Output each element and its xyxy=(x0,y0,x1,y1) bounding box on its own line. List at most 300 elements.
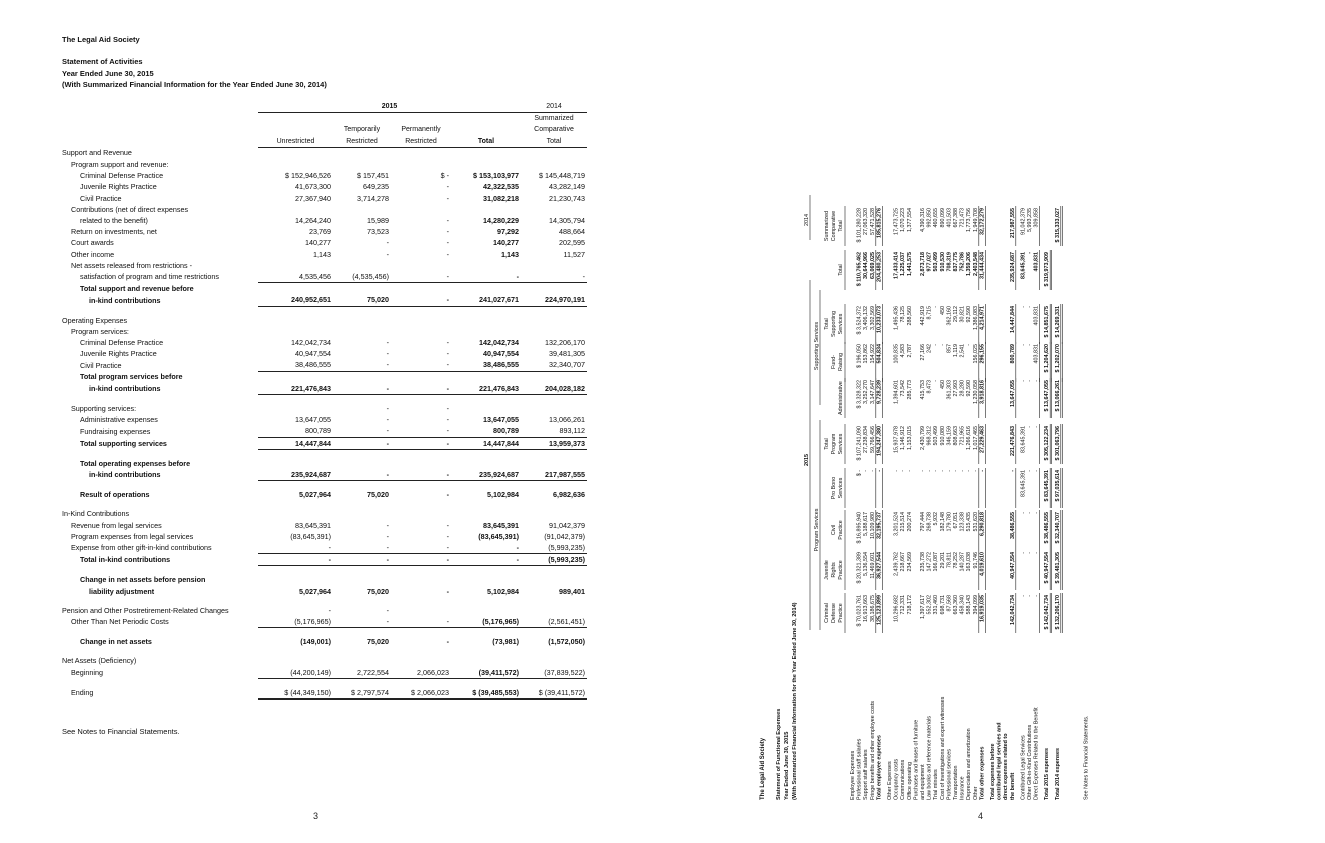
cell-value: 968,312 xyxy=(926,426,933,446)
cell-value: 6,290,818 xyxy=(979,512,986,536)
cell-value: 27,238,834 xyxy=(863,426,870,453)
row-label: Pension and Other Postretirement-Related Changes xyxy=(62,605,229,615)
column-header: Total xyxy=(838,264,844,276)
cell-value: 2,430,799 xyxy=(920,426,926,450)
cell-value: 1,225,037 xyxy=(900,252,907,276)
cell-value: 752,786 xyxy=(959,252,966,272)
cell-value: 5,993,235 xyxy=(1027,208,1033,232)
table-row xyxy=(62,371,587,383)
cell-value: $ 32,340,707 xyxy=(1054,512,1061,544)
statement-title: Statement of Activities xyxy=(62,57,143,66)
cell-value: 2,873,718 xyxy=(920,252,926,276)
table-row xyxy=(62,586,587,597)
row-label: Civil Practice xyxy=(80,193,122,203)
column-header: Criminal xyxy=(824,603,830,623)
functional-expenses-rotated xyxy=(662,0,1325,843)
cell-value: - xyxy=(1033,552,1040,554)
cell-value: - xyxy=(333,616,391,628)
cell-value: $ 1,202,070 xyxy=(1054,344,1061,373)
cell-value: 92,590 xyxy=(966,306,973,323)
cell-value: (44,200,149) xyxy=(258,667,333,679)
cell-value: - xyxy=(386,403,389,413)
cell-value xyxy=(451,574,521,585)
cell-value: 401,503 xyxy=(946,208,953,228)
cell-value: - xyxy=(1033,426,1040,428)
cell-value: $ 107,241,090 xyxy=(856,426,863,461)
year-2015-header: 2015 xyxy=(258,101,521,113)
cell-value: - xyxy=(1027,344,1033,346)
cell-value xyxy=(391,260,451,271)
cell-value: 221,476,843 xyxy=(451,383,521,395)
row-label: Law books and reference materials xyxy=(926,716,933,800)
col-unrestricted: Unrestricted xyxy=(258,136,333,148)
cell-value: 204,480,253 xyxy=(876,252,883,282)
cell-value: (37,839,522) xyxy=(521,667,587,679)
cell-value: - xyxy=(446,349,449,359)
cell-value: 235,924,687 xyxy=(451,469,521,481)
cell-value: - xyxy=(386,605,389,615)
statement-subtitle: (With Summarized Financial Information for the Year Ended June 30, 2014) xyxy=(62,80,327,89)
cell-value: - xyxy=(446,490,449,500)
column-header: Civil xyxy=(831,524,837,536)
cell-value: (149,001) xyxy=(300,637,331,647)
cell-value xyxy=(391,326,451,337)
cell-value xyxy=(258,655,333,666)
cell-value: 5,027,964 xyxy=(299,490,331,500)
cell-value: 83,645,391 xyxy=(1020,252,1027,279)
row-label: Net Assets (Deficiency) xyxy=(62,656,137,666)
cell-value: 4,390,316 xyxy=(920,208,926,232)
cell-value: 718,172 xyxy=(906,595,913,615)
cell-value: 40,947,554 xyxy=(1009,552,1016,579)
cell-value: 3,147,647 xyxy=(869,380,876,404)
column-header: Summarized xyxy=(824,210,830,242)
cell-value: 331,460 xyxy=(933,595,940,615)
cell-value: 142,042,734 xyxy=(479,337,519,347)
cell-value: 5,102,984 xyxy=(487,586,519,596)
cell-value: - xyxy=(446,586,449,596)
cell-value: 5,932 xyxy=(933,512,940,526)
cell-value xyxy=(521,283,587,295)
col-restricted-perm: Restricted xyxy=(391,136,451,148)
cell-value: 83,645,391 xyxy=(295,520,331,530)
cell-value: 31,082,218 xyxy=(483,193,519,203)
cell-value xyxy=(451,655,521,666)
cell-value: (5,993,235) xyxy=(521,554,587,566)
cell-value: 1,146,912 xyxy=(900,426,907,450)
cell-value: 63,069,025 xyxy=(869,252,876,279)
cell-value: (1,572,050) xyxy=(548,637,585,647)
row-label: in-kind contributions xyxy=(89,384,161,394)
program-services-header: Program Services xyxy=(814,508,820,552)
cell-value: 288,560 xyxy=(906,306,913,326)
row-label: Fringe benefits and other employee costs xyxy=(869,701,876,800)
column-header: Comparative xyxy=(831,210,837,242)
cell-value: 1,377,554 xyxy=(906,208,913,232)
cell-value: 75,020 xyxy=(367,490,389,500)
cell-value: $ 157,451 xyxy=(357,171,389,181)
cell-value: 11,527 xyxy=(563,249,585,259)
statement-title: Statement of Functional Expenses xyxy=(776,708,782,800)
row-label: Contributed Legal Services xyxy=(1020,735,1027,800)
cell-value: 5,102,984 xyxy=(487,490,519,500)
cell-value: 1,266,616 xyxy=(966,426,973,450)
cell-value: 800,789 xyxy=(258,425,333,437)
cell-value xyxy=(391,508,451,519)
cell-value: 224,970,191 xyxy=(521,294,587,306)
cell-value: 893,112 xyxy=(521,425,587,437)
cell-value: - xyxy=(446,227,449,237)
cell-value: - xyxy=(1020,306,1027,308)
cell-value xyxy=(451,283,521,295)
cell-value: 166,087 xyxy=(933,552,940,572)
cell-value: 242 xyxy=(926,344,933,353)
cell-value: 667,388 xyxy=(953,208,959,228)
cell-value: 73,542 xyxy=(900,380,907,397)
cell-value: - xyxy=(446,215,449,225)
cell-value: 5,027,964 xyxy=(299,586,331,596)
cell-value: 285,773 xyxy=(906,380,913,400)
table-row xyxy=(62,315,587,326)
table-row xyxy=(62,636,587,647)
cell-value: 27,367,940 xyxy=(295,193,331,203)
col-temporarily: Temporarily xyxy=(343,126,381,134)
cell-value: 75,020 xyxy=(333,294,391,306)
cell-value: 9,728,239 xyxy=(876,380,883,404)
cell-value: (2,561,451) xyxy=(521,616,587,628)
cell-value: - xyxy=(1033,380,1040,382)
table-row xyxy=(62,678,587,687)
table-row xyxy=(62,249,587,260)
cell-value: - xyxy=(1027,426,1033,428)
cell-value: - xyxy=(333,359,391,371)
cell-value: - xyxy=(1027,595,1033,597)
cell-value: 296,155 xyxy=(979,344,986,364)
cell-value: (83,645,391) xyxy=(290,531,331,541)
cell-value: $ 196,050 xyxy=(856,344,863,368)
table-row xyxy=(62,204,587,215)
cell-value: 185,815,276 xyxy=(876,208,883,238)
row-label: Direct Expenses Related to the Benefit xyxy=(1033,707,1040,800)
cell-value: - xyxy=(966,470,973,472)
cell-value: - xyxy=(333,383,391,395)
table-row xyxy=(62,306,587,315)
cell-value: 27,166 xyxy=(920,344,926,361)
column-header: Practice xyxy=(838,520,844,540)
cell-value: $ 3,524,372 xyxy=(856,306,863,335)
col-permanently: Permanently xyxy=(401,126,441,134)
cell-value: 10,109,980 xyxy=(869,512,876,539)
cell-value: 13,647,055 xyxy=(1009,380,1016,407)
cell-value: - xyxy=(391,542,451,554)
row-label: the benefit xyxy=(1009,772,1016,800)
cell-value: 1,495,436 xyxy=(893,306,900,330)
cell-value: $ 315,333,027 xyxy=(1054,208,1061,243)
cell-value: 83,645,391 xyxy=(483,520,519,530)
cell-value: - xyxy=(876,470,883,472)
cell-value: 41,673,300 xyxy=(295,182,331,192)
cell-value: 837,775 xyxy=(953,252,959,272)
table-row xyxy=(62,215,587,226)
cell-value: 29,201 xyxy=(939,552,946,569)
cell-value xyxy=(333,204,391,215)
cell-value: (5,993,235) xyxy=(521,542,587,554)
cell-value: 14,280,229 xyxy=(483,215,519,225)
cell-value: $ 38,486,555 xyxy=(1044,512,1051,544)
cell-value: 712,331 xyxy=(900,595,907,615)
row-label: Court awards xyxy=(71,238,114,248)
cell-value xyxy=(451,260,521,271)
cell-value xyxy=(521,458,587,469)
cell-value: 346,159 xyxy=(946,426,953,446)
row-label: Other income xyxy=(71,249,115,259)
row-label: Total in-kind contributions xyxy=(80,555,171,565)
cell-value: - xyxy=(1027,306,1033,308)
table-row xyxy=(62,531,587,542)
cell-value: 40,947,554 xyxy=(295,349,331,359)
cell-value: (4,535,456) xyxy=(333,271,391,283)
cell-value: - xyxy=(386,520,389,530)
cell-value: 721,473 xyxy=(959,208,966,228)
cell-value: 30,821 xyxy=(959,306,966,323)
cell-value: - xyxy=(446,249,449,259)
cell-value: $ 13,066,261 xyxy=(1054,380,1061,412)
cell-value xyxy=(333,159,391,170)
column-header: Practice xyxy=(838,603,844,623)
cell-value: 40,947,554 xyxy=(483,349,519,359)
cell-value: 32,340,707 xyxy=(521,359,587,371)
cell-value: 14,447,844 xyxy=(1009,306,1016,333)
cell-value: 57,471,528 xyxy=(869,208,876,235)
cell-value xyxy=(258,147,333,159)
cell-value xyxy=(391,605,451,616)
activities-table xyxy=(62,101,587,700)
cell-value: - xyxy=(933,344,940,346)
cell-value: 142,042,734 xyxy=(1009,595,1016,625)
cell-value: 1,397,617 xyxy=(920,595,926,619)
cell-value: - xyxy=(333,542,391,554)
table-row xyxy=(62,326,587,337)
cell-value: - xyxy=(391,554,451,566)
row-label: Professional staff salaries xyxy=(856,738,863,800)
row-label: in-kind contributions xyxy=(89,295,161,305)
row-label: Supporting services: xyxy=(71,403,137,413)
cell-value: 182,148 xyxy=(939,512,946,532)
cell-value: - xyxy=(926,470,933,472)
column-header: Services xyxy=(838,313,844,335)
statement-period: Year Ended June 30, 2015 xyxy=(784,731,790,800)
table-row xyxy=(62,667,587,679)
row-label: Employee Expenses xyxy=(850,750,856,800)
row-label: liability adjustment xyxy=(89,586,155,596)
cell-value xyxy=(333,147,391,159)
cell-value: $ 70,023,761 xyxy=(856,595,863,627)
cell-value: 11,469,601 xyxy=(869,552,876,579)
cell-value: 2,722,554 xyxy=(333,667,391,679)
cell-value xyxy=(451,326,521,337)
cell-value: 235,924,687 xyxy=(1009,252,1016,282)
cell-value: 235,924,687 xyxy=(258,469,333,481)
cell-value: 268,738 xyxy=(926,512,933,532)
cell-value: 13,647,055 xyxy=(295,415,331,425)
cell-value: $ 132,206,170 xyxy=(1054,595,1061,630)
cell-value: 3,302,569 xyxy=(869,306,876,330)
cell-value: 6,982,636 xyxy=(553,490,585,500)
cell-value: 30,644,966 xyxy=(863,252,870,279)
cell-value: 75,020 xyxy=(367,637,389,647)
cell-value: 153,862 xyxy=(863,344,870,364)
cell-value: 32,172,279 xyxy=(979,208,986,235)
cell-value: (73,981) xyxy=(492,637,519,647)
cell-value xyxy=(258,508,333,519)
cell-value: 4,019,610 xyxy=(979,552,986,576)
row-label: satisfaction of program and time restrictions xyxy=(80,272,220,282)
row-label: Criminal Defense Practice xyxy=(80,337,164,347)
cell-value xyxy=(451,458,521,469)
cell-value: 87,568 xyxy=(946,595,953,612)
cell-value: 43,282,149 xyxy=(549,182,585,192)
cell-value: - xyxy=(386,249,389,259)
cell-value: - xyxy=(972,470,979,472)
page-number: 4 xyxy=(978,811,984,821)
column-header: Practice xyxy=(838,560,844,580)
row-label: Total other expenses xyxy=(979,746,986,800)
cell-value xyxy=(451,159,521,170)
table-row xyxy=(62,520,587,531)
table-row xyxy=(62,574,587,585)
row-label: Occupancy costs xyxy=(893,758,900,800)
cell-value: - xyxy=(1027,470,1033,472)
notes-reference: See Notes to Financial Statements. xyxy=(1083,715,1090,800)
cell-value: - xyxy=(258,542,333,554)
cell-value: - xyxy=(451,271,521,283)
cell-value xyxy=(451,403,521,414)
cell-value: 13,066,261 xyxy=(549,415,585,425)
table-row xyxy=(62,237,587,248)
cell-value xyxy=(333,260,391,271)
cell-value: 204,028,182 xyxy=(521,383,587,395)
cell-value: 3,714,278 xyxy=(357,193,389,203)
cell-value xyxy=(333,574,391,585)
cell-value: 91,746 xyxy=(972,552,979,569)
table-row xyxy=(62,359,587,371)
row-label: Administrative expenses xyxy=(80,415,158,425)
cell-value: 16,913,663 xyxy=(863,595,870,622)
cell-value: 241,027,671 xyxy=(451,294,521,306)
cell-value: $ 3,328,322 xyxy=(856,380,863,409)
cell-value: - xyxy=(959,470,966,472)
cell-value: 2,403,548 xyxy=(972,252,979,276)
cell-value: 394,099 xyxy=(972,595,979,615)
row-label: Ending xyxy=(71,688,94,698)
row-label: Total supporting services xyxy=(80,438,167,448)
table-row xyxy=(62,566,587,575)
cell-value: - xyxy=(946,470,953,472)
cell-value: - xyxy=(1009,470,1016,472)
column-header: Program xyxy=(831,433,837,455)
cell-value: $ - xyxy=(440,171,449,181)
table-row xyxy=(62,403,587,414)
cell-value: - xyxy=(939,344,946,346)
cell-value: $ 97,035,614 xyxy=(1054,470,1061,502)
row-label: Fundraising expenses xyxy=(80,426,151,436)
cell-value: - xyxy=(1020,512,1027,514)
cell-value: - xyxy=(953,470,959,472)
cell-value: $ 152,946,526 xyxy=(285,171,331,181)
cell-value: 1,949,708 xyxy=(972,208,979,232)
cell-value: - xyxy=(979,470,986,472)
row-label: Other Gift-in-Kind Contributions xyxy=(1027,724,1033,800)
cell-value: - xyxy=(446,182,449,192)
cell-value: $ 14,851,675 xyxy=(1044,306,1051,338)
cell-value: 32,195,737 xyxy=(876,512,883,539)
cell-value: 488,664 xyxy=(559,227,585,237)
table-row xyxy=(62,425,587,437)
cell-value: 221,476,843 xyxy=(258,383,333,395)
cell-value: 21,230,743 xyxy=(549,193,585,203)
cell-value: 215,514 xyxy=(900,512,907,532)
cell-value: - xyxy=(386,415,389,425)
cell-value: - xyxy=(521,271,587,283)
column-header: Raising xyxy=(838,353,844,371)
cell-value: $ 13,647,055 xyxy=(1044,380,1051,412)
cell-value: 5,188,617 xyxy=(863,512,870,536)
cell-value: $ 305,122,234 xyxy=(1044,426,1051,461)
row-label: Revenue from legal services xyxy=(71,520,162,530)
cell-value xyxy=(451,147,521,159)
cell-value: - xyxy=(966,344,973,346)
cell-value: - xyxy=(333,554,391,566)
cell-value: 309,858 xyxy=(1033,208,1040,228)
cell-value xyxy=(451,605,521,616)
cell-value xyxy=(521,204,587,215)
cell-value xyxy=(258,204,333,215)
column-header: Fund- xyxy=(831,354,837,370)
cell-value: 8,473 xyxy=(926,380,933,394)
cell-value: 17,473,725 xyxy=(893,208,900,235)
cell-value: 588,143 xyxy=(966,595,973,615)
cell-value: 403,831 xyxy=(1033,252,1040,272)
row-label: In-Kind Contributions xyxy=(62,509,130,519)
col-total: Total xyxy=(451,136,521,148)
cell-value: 3,406,132 xyxy=(863,306,870,330)
cell-value: - xyxy=(1027,252,1033,254)
row-label: Cost of investigations and expert witnesses xyxy=(939,696,946,800)
cell-value: 78,125 xyxy=(900,306,907,323)
cell-value: 10,296,682 xyxy=(893,595,900,622)
cell-value: 800,789 xyxy=(451,425,521,437)
cell-value: - xyxy=(933,306,940,308)
table-row xyxy=(62,283,587,295)
cell-value xyxy=(391,159,451,170)
cell-value: 1,017,465 xyxy=(972,426,979,450)
cell-value xyxy=(451,315,521,326)
cell-value: - xyxy=(386,238,389,248)
cell-value: 10,233,073 xyxy=(876,306,883,333)
cell-value: 38,486,555 xyxy=(258,359,333,371)
cell-value: 910,080 xyxy=(939,426,946,446)
row-label: Contributions (net of direct expenses xyxy=(71,204,189,214)
cell-value: - xyxy=(328,605,331,615)
cell-value: 218,667 xyxy=(900,552,907,572)
row-label: Transportation xyxy=(953,765,959,800)
cell-value xyxy=(333,371,391,383)
cell-value: - xyxy=(451,554,521,566)
cell-value xyxy=(451,204,521,215)
cell-value: - xyxy=(391,616,451,628)
cell-value: - xyxy=(446,520,449,530)
cell-value xyxy=(258,371,333,383)
